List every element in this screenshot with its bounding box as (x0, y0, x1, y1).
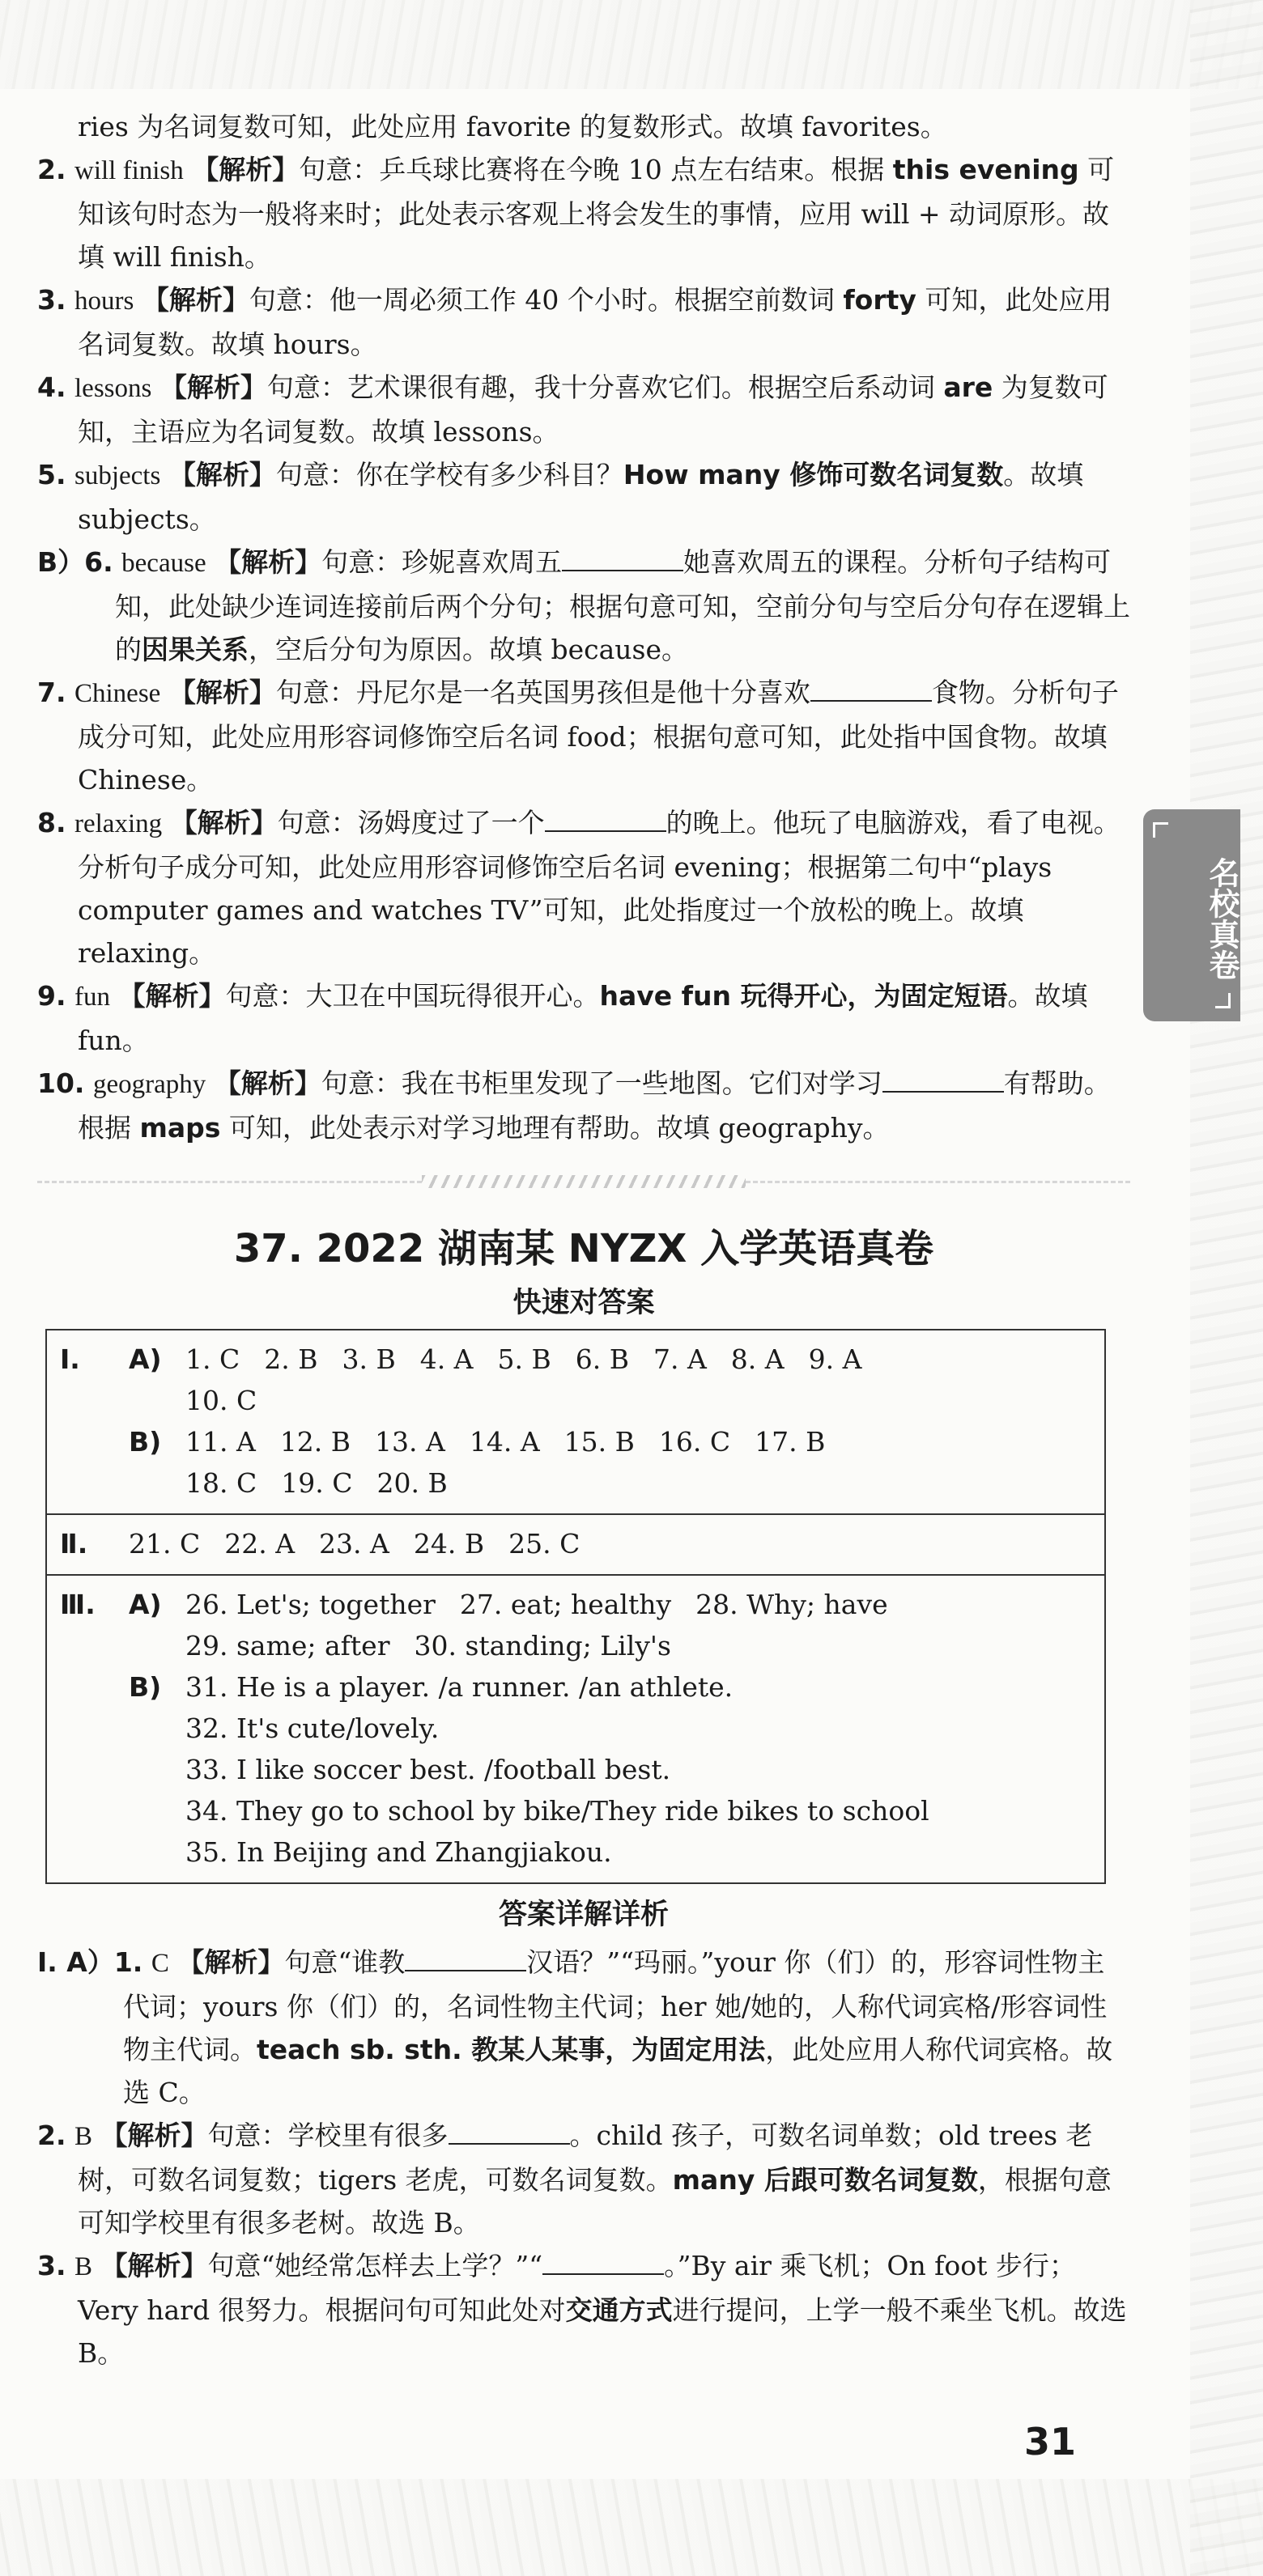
answer-continuation: ries 为名词复数可知，此处应用 favorite 的复数形式。故填 favorites。 (78, 111, 947, 142)
fill-blank (545, 809, 666, 832)
answer-list: 26. Let's; together 27. eat; healthy 28. Why; have 29. same; after 30. standing; Lily's (185, 1589, 888, 1661)
fill-blank (542, 2252, 664, 2275)
answer-item-2: 2. will finish 【解析】句意：乒乓球比赛将在今晚 10 点左右结束。根据 this evening 可知该句时态为一般将来时；此处表示客观上将会发生的事情，应用 will + 动词原形。故填 will finish。 (37, 154, 1115, 273)
tab-corner-icon (1153, 822, 1168, 838)
page-edge-right (1190, 0, 1263, 2576)
detail-heading: 答案详解详析 (498, 1899, 669, 1931)
answer-item-7: 7. Chinese 【解析】句意：丹尼尔是一名英国男孩但是他十分喜欢 食物。分析句子成分可知，此处应用形容词修饰空后名词 food；根据句意可知，此处指中国食物。故填 Chinese。 (37, 677, 1119, 796)
answer-list: 31. He is a player. /a runner. /an athlete. 32. It's cute/lovely. 33. I like soccer best. /football best. 34. They go to school by bike/They ride bikes to school 35. In Beijing and Zhangjiakou. (185, 1671, 929, 1868)
fill-blank (562, 549, 683, 571)
page-edge-top (0, 0, 1263, 89)
quick-section-3: Ⅲ. A) 26. Let's; together 27. eat; healthy 28. Why; have 29. same; after 30. standing; Lily's B) 31. He is a player. /a runner. /an athlete. 32. It's cute/lovely. 33. I like soccer best. /football best. 34. They go to school by bike/They ride bikes to school 35. In Beijing and Zhangjiakou. (47, 1574, 1104, 1882)
page-content (37, 105, 1130, 2374)
detail-item-3: 3. B 【解析】句意“她经常怎样去上学？”“ 。”By air 乘飞机；On foot 步行；Very hard 很努力。根据问句可知此处对交通方式进行提问，上学一般不乘坐飞机。故选 B。 (37, 2250, 1127, 2369)
tab-corner-icon (1215, 993, 1231, 1008)
quick-section-2: Ⅱ. 21. C 22. A 23. A 24. B 25. C (47, 1513, 1104, 1574)
side-tab-label: 名校真卷 (1204, 857, 1240, 980)
quick-answer-box (45, 1329, 1106, 1884)
answer-list: 11. A 12. B 13. A 14. A 15. B 16. C 17. B 18. C 19. C 20. B (185, 1426, 826, 1499)
answer-item-8: 8. relaxing 【解析】句意：汤姆度过了一个 的晚上。他玩了电脑游戏，看了电视。分析句子成分可知，此处应用形容词修饰空后名词 evening；根据第二句中“plays computer games and watches TV”可知，此处指度过一个放松的晚上。故填 relaxing。 (37, 807, 1121, 969)
quick-answers-heading: 快速对答案 (512, 1287, 655, 1319)
fill-blank (449, 2122, 570, 2145)
quick-section-1: Ⅰ. A) 1. C 2. B 3. B 4. A 5. B 6. B 7. A 8. A 9. A 10. C B) 11. A 12. B 13. A 14. A 15. B 16. C 17. B 18. C 19. C 20. B (47, 1330, 1104, 1513)
answer-item-4: 4. lessons 【解析】句意：艺术课很有趣，我十分喜欢它们。根据空后系动词 are 为复数可知，主语应为名词复数。故填 lessons。 (37, 371, 1108, 448)
answer-item-6: B）6. because 【解析】句意：珍妮喜欢周五 她喜欢周五的课程。分析句子结构可知，此处缺少连词连接前后两个分句；根据句意可知，空前分句与空后分句存在逻辑上的因果关系，空后分句为原因。故填 because。 (37, 546, 1130, 665)
detail-item-2: 2. B 【解析】句意：学校里有很多 。child 孩子，可数名词单数；old trees 老树，可数名词复数；tigers 老虎，可数名词复数。many 后跟可数名词复数，根据句意可知学校里有很多老树。故选 B。 (37, 2120, 1112, 2239)
answer-list: 1. C 2. B 3. B 4. A 5. B 6. B 7. A 8. A 9. A 10. C (185, 1343, 862, 1416)
fill-blank (405, 1949, 526, 1971)
answer-item-10: 10. geography 【解析】句意：我在书柜里发现了一些地图。它们对学习 有帮助。根据 maps 可知，此处表示对学习地理有帮助。故填 geography。 (37, 1067, 1111, 1144)
fill-blank (882, 1070, 1004, 1093)
answer-item-9: 9. fun 【解析】句意：大卫在中国玩得很开心。have fun 玩得开心，为固定短语。故填 fun。 (37, 980, 1088, 1056)
page-edge-bottom (0, 2479, 1263, 2576)
answer-item-3: 3. hours 【解析】句意：他一周必须工作 40 个小时。根据空前数词 forty 可知，此处应用名词复数。故填 hours。 (37, 284, 1112, 360)
page-number: 31 (1024, 2420, 1077, 2464)
side-tab (1143, 809, 1240, 1021)
fill-blank (810, 679, 932, 702)
answer-list: 21. C 22. A 23. A 24. B 25. C (129, 1528, 580, 1560)
exam-title: 37. 2022 湖南某 NYZX 入学英语真卷 (233, 1226, 934, 1271)
detail-item-1: Ⅰ. A）1. C 【解析】句意“谁教 汉语？”“玛丽。”your 你（们）的，形容词性物主代词；yours 你（们）的，名词性物主代词；her 她/她的，人称代词宾格/形容词性物主代词。teach sb. sth. 教某人某事，为固定用法，此处应用人称代词宾格。故选 C。 (37, 1946, 1113, 2108)
answer-item-5: 5. subjects 【解析】句意：你在学校有多少科目？How many 修饰可数名词复数。故填 subjects。 (37, 459, 1084, 535)
section-divider (37, 1173, 1130, 1190)
